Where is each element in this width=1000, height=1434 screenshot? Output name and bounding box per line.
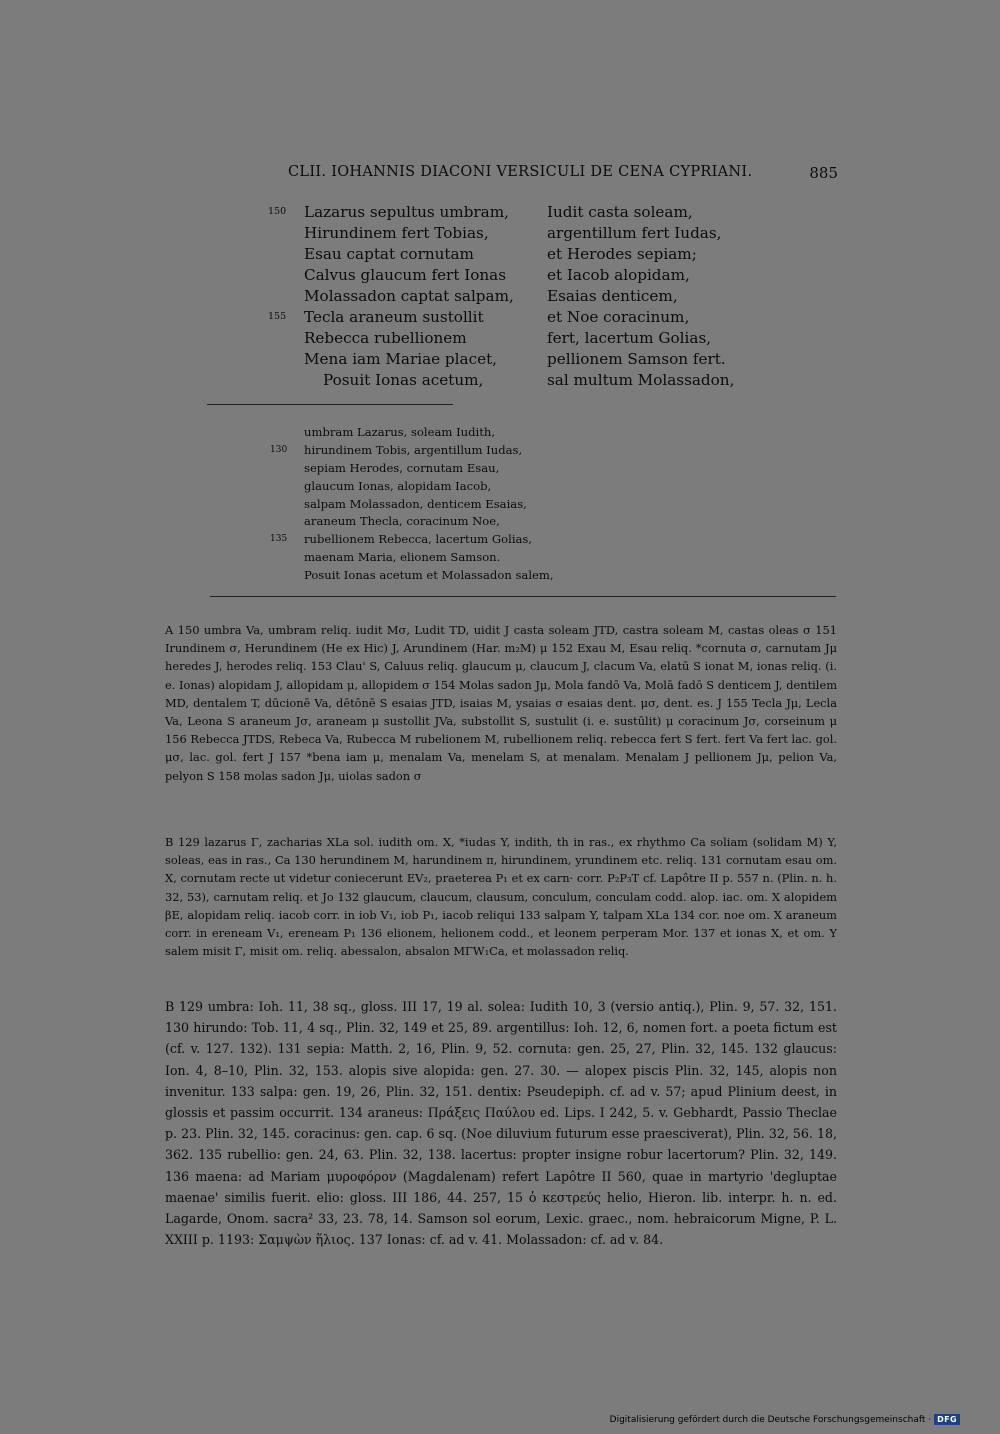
critical-apparatus-b xyxy=(165,833,837,960)
version-text: Posuit Ionas acetum et Molassadon salem, xyxy=(304,568,554,583)
digitization-credit xyxy=(610,1414,960,1425)
line-number: 130 xyxy=(270,444,288,455)
line-number: 150 xyxy=(268,206,287,217)
verse-block xyxy=(268,203,768,392)
verse-right: Esaias denticem, xyxy=(547,287,678,305)
divider xyxy=(207,404,453,405)
version-text: hirundinem Tobis, argentillum Iudas, xyxy=(304,442,523,457)
line-number: 135 xyxy=(270,534,288,545)
version-line xyxy=(270,568,690,586)
verse-left: Lazarus sepultus umbram, xyxy=(304,203,509,221)
source-notes xyxy=(165,996,837,1250)
version-text: salpam Molassadon, denticem Esaias, xyxy=(304,496,527,511)
version-line xyxy=(270,479,690,497)
divider xyxy=(210,596,836,597)
verse-line xyxy=(268,371,768,392)
rhythmic-version-block xyxy=(270,425,690,586)
version-text: umbram Lazarus, soleam Iudith, xyxy=(304,425,496,439)
version-text: araneum Thecla, coracinum Noe, xyxy=(304,514,500,529)
version-line xyxy=(270,425,690,443)
verse-line xyxy=(268,350,768,371)
verse-line xyxy=(268,329,768,350)
verse-left: Calvus glaucum fert Ionas xyxy=(304,266,507,284)
verse-left: Mena iam Mariae placet, xyxy=(304,350,497,368)
page-number: 885 xyxy=(809,164,838,182)
critical-apparatus-a xyxy=(165,621,837,785)
verse-line xyxy=(268,308,768,329)
version-line xyxy=(270,443,690,461)
verse-left: Hirundinem fert Tobias, xyxy=(304,224,489,242)
verse-right: fert, lacertum Golias, xyxy=(547,329,712,347)
verse-right: et Iacob alopidam, xyxy=(547,266,690,284)
verse-right: sal multum Molassadon, xyxy=(547,371,735,389)
version-text: maenam Maria, elionem Samson. xyxy=(304,550,501,565)
verse-left: Rebecca rubellionem xyxy=(304,329,467,347)
apparatus-text: B 129 umbra: Ioh. 11, 38 sq., gloss. III 17, 19 al. solea: Iudith 10, 3 (versio antiq.), Plin. 9, 57. 32, 151. 130 hirundo: Tob. 11, 4 sq., Plin. 32, 149 et 25, 89. argentillus: Ioh. 12, 6, nomen fort. a poeta fictum est (cf. v. 127. 132). 131 sepia: Matth. 2, 16, Plin. 9, 52. cornuta: gen. 25, 27, Plin. 32, 145. 132 glaucus: Ion. 4, 8–10, Plin. 32, 153. alopis sive alopida: gen. 27. 30. — alopex piscis Plin. 32, 145, alopis non invenitur. 133 salpa: gen. 19, 26, Plin. 32, 151. dentix: Pseudepiph. cf. ad v. 57; apud Plinium deest, in glossis et passim occurrit. 134 araneus: Πράξεις Παύλου ed. Lips. I 242, 5. v. Gebhardt, Passio Theclae p. 23. Plin. 32, 145. coracinus: gen. cap. 6 sq. (Noe diluvium futurum esse praesciverat), Plin. 32, 56. 18, 362. 135 rubellio: gen. 24, 63. Plin. 32, 138. lacertus: propter insigne robur lacertorum? Plin. 32, 149. 136 maena: ad Mariam μυροφόρον (Magdalenam) refert Lapôtre II 560, quae in martyrio 'degluptae maenae' similis fuerit. elio: gloss. III 186, 44. 257, 15 ὁ κεστρεύς helio, Hieron. lib. interpr. h. n. ed. Lagarde, Onom. sacra² 33, 23. 78, 14. Samson sol eorum, Lexic. graec., nom. hebraicorum Migne, P. L. XXIII p. 1193: Σαμψὼν ἥλιος. 137 Ionas: cf. ad v. 41. Molassadon: cf. ad v. 84. xyxy=(165,999,837,1248)
version-line xyxy=(270,550,690,568)
page-header xyxy=(170,164,838,188)
verse-right: et Noe coracinum, xyxy=(547,308,690,326)
version-text: glaucum Ionas, alopidam Iacob, xyxy=(304,478,492,493)
verse-line xyxy=(268,224,768,245)
version-line xyxy=(270,532,690,550)
running-title: CLII. IOHANNIS DIACONI VERSICULI DE CENA CYPRIANI. xyxy=(288,164,753,180)
apparatus-text: B 129 lazarus Γ, zacharias XLa sol. iudith om. X, *iudas Y, indith, th in ras., ex rhythmo Ca soliam (solidam M) Y, soleas, eas in ras., Ca 130 herundinem M, harundinem π, hirundinem, yrundinem etc. reliq. 131 cornutam esau om. X, cornutam recte ut videtur coniecerunt EV₂, praeterea P₁ et ex carn· corr. P₂P₃T cf. Lapôtre II p. 557 n. (Plin. n. h. 32, 53), carnutam reliq. et Jo 132 glaucum, claucum, clausum, conculum, conculam codd. alop. iac. om. X alopidem βE, alopidam reliq. iacob corr. in iob V₁, iob P₁, iacob reliqui 133 salpam Y, talpam XLa 134 cor. noe om. X araneum corr. in ereneam V₁, ereneam P₁ 136 elionem, helionem codd., et leonem perperam Mor. 137 et ionas X, et om. Y salem misit Γ, misit om. reliq. abessalon, absalon MΓW₁Ca, et molassadon reliq. xyxy=(165,835,837,959)
verse-line xyxy=(268,203,768,224)
verse-left: Molassadon captat salpam, xyxy=(304,287,514,305)
version-line xyxy=(270,514,690,532)
line-number: 155 xyxy=(268,311,287,322)
verse-right: Iudit casta soleam, xyxy=(547,203,693,221)
credit-text: Digitalisierung gefördert durch die Deutsche Forschungsgemeinschaft · xyxy=(609,1414,932,1425)
verse-line xyxy=(268,245,768,266)
verse-left: Esau captat cornutam xyxy=(304,245,474,263)
verse-line xyxy=(268,266,768,287)
verse-right: pellionem Samson fert. xyxy=(547,350,726,368)
verse-right: argentillum fert Iudas, xyxy=(547,224,722,242)
dfg-logo: DFG xyxy=(934,1414,960,1425)
version-text: sepiam Herodes, cornutam Esau, xyxy=(304,460,500,475)
version-line xyxy=(270,497,690,515)
verse-line xyxy=(268,287,768,308)
version-line xyxy=(270,461,690,479)
verse-left: Posuit Ionas acetum, xyxy=(323,371,484,389)
version-text: rubellionem Rebecca, lacertum Golias, xyxy=(304,532,533,547)
verse-right: et Herodes sepiam; xyxy=(547,245,697,263)
verse-left: Tecla araneum sustollit xyxy=(304,308,484,326)
apparatus-text: A 150 umbra Va, umbram reliq. iudit Mσ, Ludit TD, uidit J casta soleam JTD, castra soleam M, castas oleas σ 151 Irundinem σ, Herundinem (He ex Hic) J, Arundinem (Har. m₂M) μ 152 Exau M, Esau reliq. *cornuta σ, carnutam Jμ heredes J, herodes reliq. 153 Clau' S, Caluus reliq. glaucum μ, claucum J, clacum Va, elatū S ionat M, ionas reliq. (i. e. Ionas) alopidam J, allopidam μ, allopidem σ 154 Molas sadon Jμ, Mola fandō Va, Molā fadō S denticem J, dentilem MD, dentalem T, dūcionē Va, dētōnē S esaias JTD, isaias M, ysaias σ esaias dent. μσ, dent. es. J 155 Tecla Jμ, Lecla Va, Leona S araneum Jσ, araneam μ sustollit JVa, substollit S, sustulit (i. e. sustūlit) μ coracinum Jσ, corseinum μ 156 Rebecca JTDS, Rebeca Va, Rubecca M rubelionem M, rubellionem reliq. rebecca fert S fert. fert Va fert lac. gol. μσ, lac. gol. fert J 157 *bena iam μ, menalam Va, menelam S, at menalam. Menalam J pellionem Jμ, pelion Va, pelyon S 158 molas sadon Jμ, uiolas sadon σ xyxy=(165,623,837,783)
